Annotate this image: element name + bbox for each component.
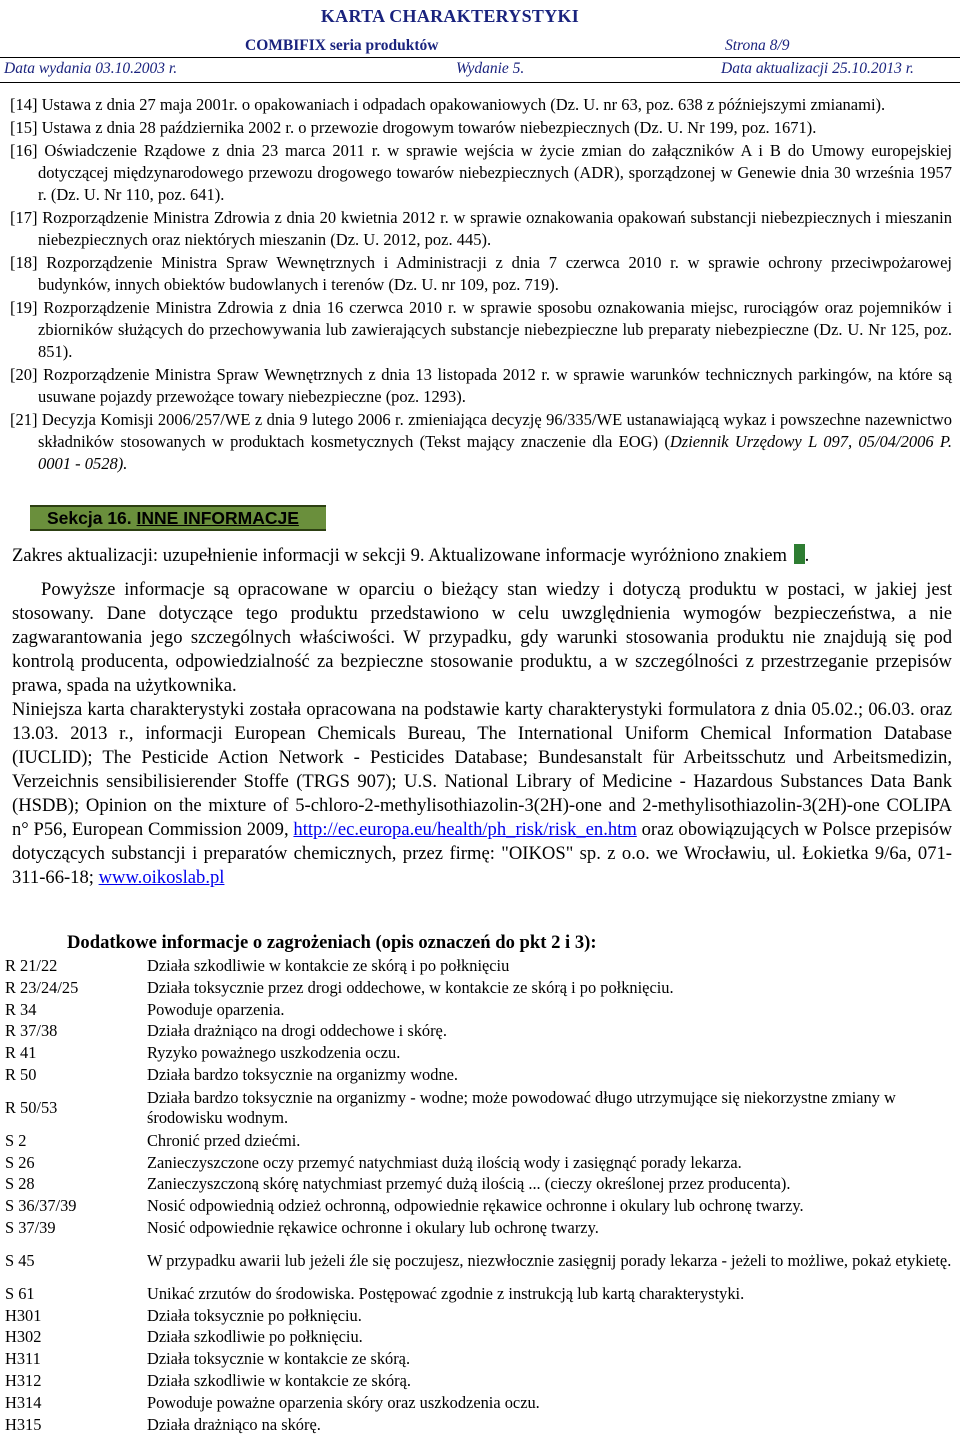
product-name: COMBIFIX seria produktów [245, 37, 439, 54]
code-description: Działa bardzo toksycznie na organizmy wodne. [147, 1064, 459, 1084]
code-row [5, 977, 960, 999]
code-description: Działa drażniąco na skórę. [147, 1414, 321, 1434]
code-row [5, 955, 960, 977]
code: H315 [5, 1414, 42, 1434]
code-description: Zanieczyszczone oczy przemyć natychmiast dużą ilością wody i zasięgnąć porady lekarza. [147, 1152, 742, 1172]
code-row [5, 1086, 960, 1130]
update-date: Data aktualizacji 25.10.2013 r. [721, 60, 914, 77]
code-row [5, 1217, 960, 1239]
ec-europa-link[interactable]: http://ec.europa.eu/health/ph_risk/risk_en.htm [293, 819, 637, 840]
code-description: Działa drażniąco na drogi oddechowe i skórę. [147, 1021, 447, 1041]
code-description: Działa szkodliwie w kontakcie ze skórą. [147, 1370, 411, 1390]
code: S 37/39 [5, 1217, 56, 1237]
code-row [5, 1283, 960, 1305]
code-description: Chronić przed dziećmi. [147, 1130, 301, 1150]
header-row-product [0, 37, 960, 57]
code: S 26 [5, 1152, 35, 1172]
code-description: Nosić odpowiednie rękawice ochronne i okulary lub ochronę twarzy. [147, 1217, 599, 1237]
code-row [5, 1020, 960, 1042]
section-title: INNE INFORMACJE [136, 508, 299, 528]
code-description: Unikać zrzutów do środowiska. Postępować zgodnie z instrukcją lub kartą charakterystyki. [147, 1283, 745, 1303]
code-description: Działa bardzo toksycznie na organizmy - wodne; może powodować długo utrzymujące się niekorzystne zmiany w środowisku wodnym. [147, 1087, 896, 1127]
reference-item: [16] Oświadczenie Rządowe z dnia 23 marca 2011 r. w sprawie wejścia w życie zmian do załączników A i B do Umowy europejskiej dotyczącej międzynarodowego przewozu drogowego towarów niebezpiecznych (ADR), sporządzonej w Genewie dnia 30 września 1957 r. (Dz. U. Nr 110, poz. 641). [10, 141, 952, 204]
code-row [5, 1239, 960, 1283]
code-row [5, 1370, 960, 1392]
code-description: Powoduje oparzenia. [147, 999, 285, 1019]
code-row [5, 1064, 960, 1086]
section-16-body [12, 544, 952, 890]
code: S 61 [5, 1283, 35, 1303]
code-description: Nosić odpowiednią odzież ochronną, odpowiednie rękawice ochronne i okulary lub ochronę twarzy. [147, 1196, 804, 1216]
code: S 45 [5, 1250, 35, 1270]
code: R 34 [5, 999, 37, 1019]
update-marker-icon [794, 544, 805, 564]
code: H302 [5, 1327, 42, 1347]
issue-date: Data wydania 03.10.2003 r. [4, 60, 178, 77]
update-note-text: Zakres aktualizacji: uzupełnienie informacji w sekcji 9. Aktualizowane informacje wyróżniono znakiem [12, 545, 787, 566]
sources-text: Niniejsza karta charakterystyki została opracowana na podstawie karty charakterystyki formulatora z dnia 05.02.; 06.03. oraz 13.03. 2013 r., informacji European Chemicals Bureau, The International Uniform Chemical Information Database (IUCLID); The Pesticide Action Network - Pesticides Database; Bundesanstalt für Arbeitsschutz und Arbeitsmedizin, Verzeichnis sensibilisierender Stoffe (TRGS 907); U.S. National Library of Medicine - Hazardous Substances Data Bank (HSDB); Opinion on the mixture of 5-chloro-2-methylisothiazolin-3(2H)-one and 2-methylisothiazolin-3(2H)-one COLIPA n° P56, European Commission 2009, [12, 699, 952, 840]
code: H312 [5, 1370, 42, 1390]
update-note [12, 544, 952, 568]
code-row [5, 1326, 960, 1348]
sources-paragraph [12, 698, 952, 890]
code-description: W przypadku awarii lub jeżeli źle się poczujesz, niezwłocznie zasięgnij porady lekarza - jeżeli to możliwe, pokaż etykietę. [147, 1250, 952, 1270]
update-note-end: . [804, 545, 810, 566]
code-description: Działa toksycznie w kontakcie ze skórą. [147, 1349, 411, 1369]
code-row [5, 1414, 960, 1435]
code: R 23/24/25 [5, 977, 79, 997]
code-description: Ryzyko poważnego uszkodzenia oczu. [147, 1043, 401, 1063]
code-row [5, 1152, 960, 1174]
sources-text-cont: oraz obowiązujących w Polsce przepisów dotyczących substancji i preparatów chemicznych, przez firmę: "OIKOS" sp. z o.o. we Wrocławiu, ul. Łokietka 9/6a, 071-311-66-18; [12, 819, 952, 888]
disclaimer-paragraph: Powyższe informacje są opracowane w oparciu o bieżący stan wiedzy i dotyczą produktu w postaci, w jakiej jest stosowany. Dane dotyczące tego produktu przedstawiono w celu uwzględnienia wymogów bezpieczeństwa, a nie zagwarantowania jego szczególnych właściwości. W przypadku, gdy warunki stosowania produktu nie znajdują się pod kontrolą producenta, odpowiedzialność za bezpieczne stosowanie produktu, a w szczególności z przestrzeganie przepisów prawa, spada na użytkownika. [12, 579, 952, 696]
code: R 37/38 [5, 1021, 58, 1041]
code-row [5, 1195, 960, 1217]
document-title: KARTA CHARAKTERYSTYKI [320, 6, 580, 26]
code-description: Działa toksycznie po połknięciu. [147, 1305, 362, 1325]
page-number: Strona 8/9 [725, 37, 790, 54]
reference-item: [17] Rozporządzenie Ministra Zdrowia z dnia 20 kwietnia 2012 r. w sprawie oznakowania opakowań substancji niebezpiecznych i mieszanin niebezpiecznych oraz niektórych mieszanin (Dz. U. 2012, poz. 445). [10, 208, 952, 249]
reference-item: [19] Rozporządzenie Ministra Zdrowia z dnia 16 czerwca 2010 r. w sprawie sposobu oznakowania miejsc, rurociągów oraz pojemników i zbiorników służących do przechowywania lub zawierających substancje niebezpieczne lub preparaty niebezpieczne (Dz. U. Nr 125, poz. 851). [10, 298, 952, 361]
reference-item: [15] Ustawa z dnia 28 października 2002 r. o przewozie drogowym towarów niebezpiecznych (Dz. U. Nr 199, poz. 1671). [10, 118, 817, 137]
reference-journal: Dziennik Urzędowy L 097, 05/04/2006 P. 0001 - 0528). [38, 432, 952, 473]
code-row [5, 1042, 960, 1064]
header-divider [0, 57, 960, 58]
hazards-heading: Dodatkowe informacje o zagrożeniach (opis oznaczeń do pkt 2 i 3): [67, 932, 597, 953]
hazard-codes-list [5, 955, 960, 1435]
code: R 41 [5, 1043, 37, 1063]
section-16-label [47, 507, 299, 529]
code: H311 [5, 1349, 41, 1369]
oikoslab-link[interactable]: www.oikoslab.pl [98, 867, 225, 888]
code-description: Powoduje poważne oparzenia skóry oraz uszkodzenia oczu. [147, 1392, 540, 1412]
code-row [5, 999, 960, 1021]
code-row [5, 1173, 960, 1195]
code-row [5, 1130, 960, 1152]
section-number: Sekcja 16. [47, 508, 137, 528]
code-description: Zanieczyszczoną skórę natychmiast przemyć dużą ilością ... (cieczy określonej przez producenta). [147, 1174, 791, 1194]
code: H301 [5, 1305, 42, 1325]
code: R 21/22 [5, 956, 58, 975]
header-bottom-divider [0, 82, 960, 83]
code-row [5, 1305, 960, 1327]
reference-text: [21] Decyzja Komisji 2006/257/WE z dnia 9 lutego 2006 r. zmieniająca decyzję 96/335/WE ustanawiającą wykaz i powszechne nazewnictwo składników stosowanych w produktach kosmetycznych (Tekst mający znaczenie dla EOG) ( [10, 410, 952, 451]
reference-item: [18] Rozporządzenie Ministra Spraw Wewnętrznych i Administracji z dnia 7 czerwca 2010 r. w sprawie ochrony przeciwpożarowej budynków, innych obiektów budowlanych i terenów (Dz. U. nr 109, poz. 719). [10, 253, 952, 294]
code: S 36/37/39 [5, 1196, 77, 1216]
code-description: Działa toksycznie przez drogi oddechowe, w kontakcie ze skórą i po połknięciu. [147, 977, 674, 997]
code-row [5, 1392, 960, 1414]
section-16-heading [30, 505, 326, 531]
reference-item: [14] Ustawa z dnia 27 maja 2001r. o opakowaniach i odpadach opakowaniowych (Dz. U. nr 63, poz. 638 z późniejszymi zmianami). [10, 95, 886, 114]
page-header [0, 0, 960, 82]
code: H314 [5, 1392, 42, 1412]
references-list [10, 94, 952, 476]
code: S 2 [5, 1130, 27, 1150]
edition: Wydanie 5. [456, 60, 525, 77]
reference-item [10, 409, 952, 475]
code: S 28 [5, 1174, 35, 1194]
header-row-dates [0, 60, 960, 80]
code-description: Działa szkodliwie w kontakcie ze skórą i po połknięciu [147, 956, 510, 975]
code: R 50 [5, 1064, 37, 1084]
code-row [5, 1348, 960, 1370]
code: R 50/53 [5, 1097, 58, 1117]
code-description: Działa szkodliwie po połknięciu. [147, 1327, 363, 1347]
reference-item: [20] Rozporządzenie Ministra Spraw Wewnętrznych z dnia 13 listopada 2012 r. w sprawie warunków technicznych parkingów, na które są usuwane pojazdy przewożące towary niebezpieczne (poz. 1293). [10, 365, 952, 406]
